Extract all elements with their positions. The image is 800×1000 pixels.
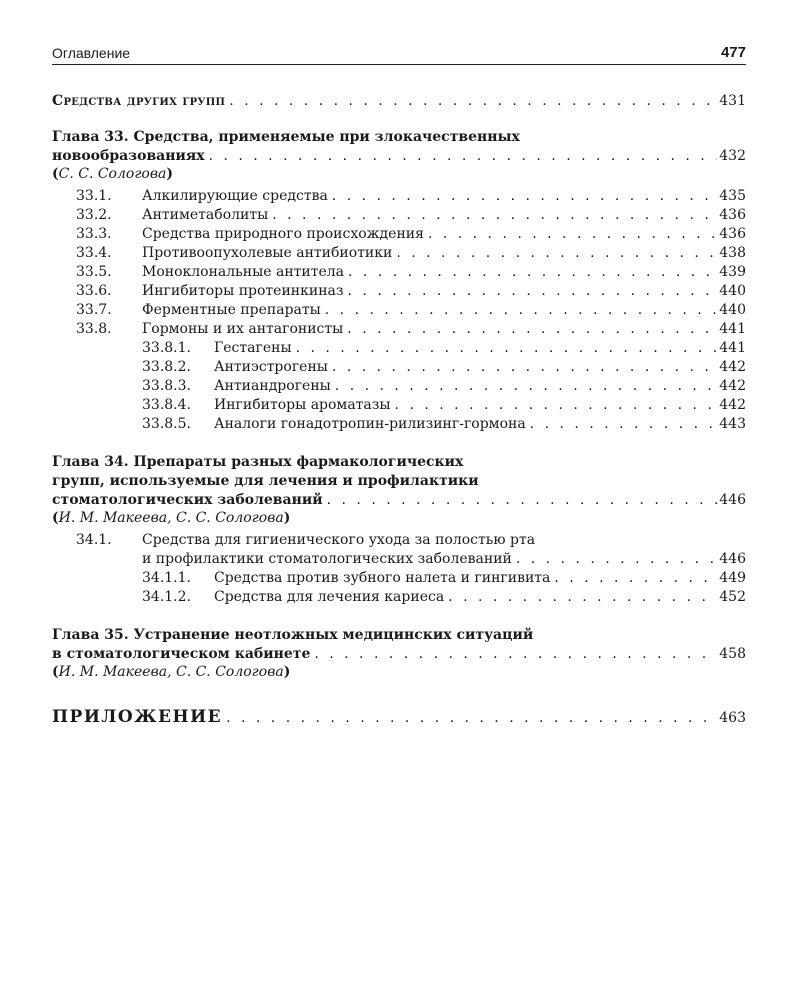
subsection-page: 443 [719,416,746,432]
dot-leader [530,415,718,434]
section-page: 435 [719,188,746,204]
section-title: Ферментные препараты [142,302,321,318]
toc-entry-34-1-1[interactable] [52,569,746,588]
toc-entry-34-1-2[interactable] [52,588,746,607]
subsection-page: 441 [719,340,746,356]
toc-entry-33-8[interactable] [52,320,746,339]
section-page: 440 [719,283,746,299]
subsection-number: 33.8.5. [142,416,191,432]
section-page: 436 [719,226,746,242]
chapter-34-page: 446 [719,492,746,508]
section-page: 440 [719,302,746,318]
chapter-34-title-line3: стоматологических заболеваний [52,491,327,510]
subsection-page: 452 [719,589,746,605]
subsection-number: 33.8.3. [142,378,191,394]
toc-entry-34-1-line1[interactable] [52,531,746,550]
dot-leader [325,301,717,320]
dot-leader [448,588,717,607]
dot-leader [327,491,718,510]
section-number: 33.2. [76,207,112,223]
chapter-35-page: 458 [719,646,746,662]
table-of-contents [52,92,746,728]
subsection-title: Гестагены [214,340,292,356]
chapter-35-title-line2: в стоматологическом кабинете [52,645,314,664]
subsection-title: Средства для лечения кариеса [214,589,445,605]
toc-entry-33-7[interactable] [52,301,746,320]
subsection-title: Аналоги гонадотропин-рилизинг-гормона [214,416,526,432]
section-page: 446 [719,551,746,567]
dot-leader [332,358,717,377]
subsection-number: 33.8.2. [142,359,191,375]
dot-leader [296,339,718,358]
dot-leader [428,225,717,244]
section-number: 33.3. [76,226,112,242]
subsection-title: Средства против зубного налета и гингивита [214,570,551,586]
toc-entry-appendix[interactable] [52,706,746,728]
author-names: С. С. Сологова [58,166,167,182]
chapter-34-title-line1[interactable]: Глава 34. Препараты разных фармакологических [52,454,464,470]
subsection-page: 449 [719,570,746,586]
toc-entry-33-8-5[interactable] [52,415,746,434]
dot-leader [347,320,717,339]
page-header [52,44,746,65]
section-page: 441 [719,321,746,337]
toc-entry-33-2[interactable] [52,206,746,225]
toc-entry-other-groups[interactable] [52,92,746,111]
section-title: Средства природного происхождения [142,226,424,242]
dot-leader [332,187,717,206]
toc-entry-33-8-1[interactable] [52,339,746,358]
author-names: И. М. Макеева, С. С. Сологова [58,510,284,526]
toc-entry-34-1-line2[interactable] [52,550,746,569]
dot-leader [226,709,717,728]
author-names: И. М. Макеева, С. С. Сологова [58,664,284,680]
dot-leader [348,282,718,301]
section-title: Противоопухолевые антибиотики [142,245,393,261]
subsection-number: 34.1.1. [142,570,191,586]
chapter-33-page: 432 [719,148,746,164]
chapter-35-entry[interactable] [52,645,746,664]
subsection-number: 34.1.2. [142,589,191,605]
chapter-35-author: (И. М. Макеева, С. С. Сологова) [52,664,291,680]
dot-leader [348,263,717,282]
page-number: 477 [720,44,746,61]
toc-entry-33-1[interactable] [52,187,746,206]
toc-entry-33-5[interactable] [52,263,746,282]
chapter-34-author: (И. М. Макеева, С. С. Сологова) [52,510,291,526]
dot-leader [395,396,718,415]
dot-leader [314,645,717,664]
toc-entry-33-3[interactable] [52,225,746,244]
section-title: Алкилирующие средства [142,188,328,204]
section-page: 436 [719,207,746,223]
toc-entry-33-4[interactable] [52,244,746,263]
toc-entry-page: 431 [719,93,746,109]
toc-entry-title: Средства других групп [52,92,229,111]
dot-leader [396,244,717,263]
section-title-line1: Средства для гигиенического ухода за полостью рта [142,532,536,548]
chapter-33-title-line1[interactable]: Глава 33. Средства, применяемые при злокачественных [52,129,520,145]
section-title: Гормоны и их антагонисты [142,321,344,337]
subsection-number: 33.8.4. [142,397,191,413]
section-number: 33.4. [76,245,112,261]
section-title: Моноклональные антитела [142,264,345,280]
dot-leader [272,206,717,225]
chapter-35-title-line1[interactable]: Глава 35. Устранение неотложных медицинских ситуаций [52,627,534,643]
section-page: 438 [719,245,746,261]
chapter-33-author: (С. С. Сологова) [52,166,173,182]
section-number: 33.5. [76,264,112,280]
toc-entry-33-6[interactable] [52,282,746,301]
dot-leader [229,92,717,111]
dot-leader [554,569,717,588]
section-title: Ингибиторы протеинкиназ [142,283,344,299]
subsection-number: 33.8.1. [142,340,191,356]
toc-entry-33-8-3[interactable] [52,377,746,396]
section-number: 33.1. [76,188,112,204]
section-title-line2: и профилактики стоматологических заболеваний [142,550,516,569]
running-head: Оглавление [52,45,131,61]
section-number: 33.7. [76,302,112,318]
dot-leader [209,147,718,166]
section-number: 33.8. [76,321,112,337]
chapter-33-entry[interactable] [52,147,746,166]
chapter-34-title-line2[interactable]: групп, используемые для лечения и профилактики [52,473,479,489]
chapter-33-title-line2: новообразованиях [52,147,209,166]
subsection-title: Ингибиторы ароматазы [214,397,391,413]
subsection-title: Антиандрогены [214,378,331,394]
dot-leader [516,550,717,569]
toc-entry-33-8-2[interactable] [52,358,746,377]
subsection-title: Антиэстрогены [214,359,328,375]
subsection-page: 442 [719,397,746,413]
section-number: 33.6. [76,283,112,299]
section-number: 34.1. [76,532,112,548]
section-page: 439 [719,264,746,280]
section-title: Антиметаболиты [142,207,269,223]
subsection-page: 442 [719,359,746,375]
appendix-page: 463 [719,710,746,726]
toc-entry-33-8-4[interactable] [52,396,746,415]
appendix-title: ПРИЛОЖЕНИЕ [52,706,226,728]
subsection-page: 442 [719,378,746,394]
chapter-34-entry[interactable] [52,491,746,510]
dot-leader [335,377,717,396]
